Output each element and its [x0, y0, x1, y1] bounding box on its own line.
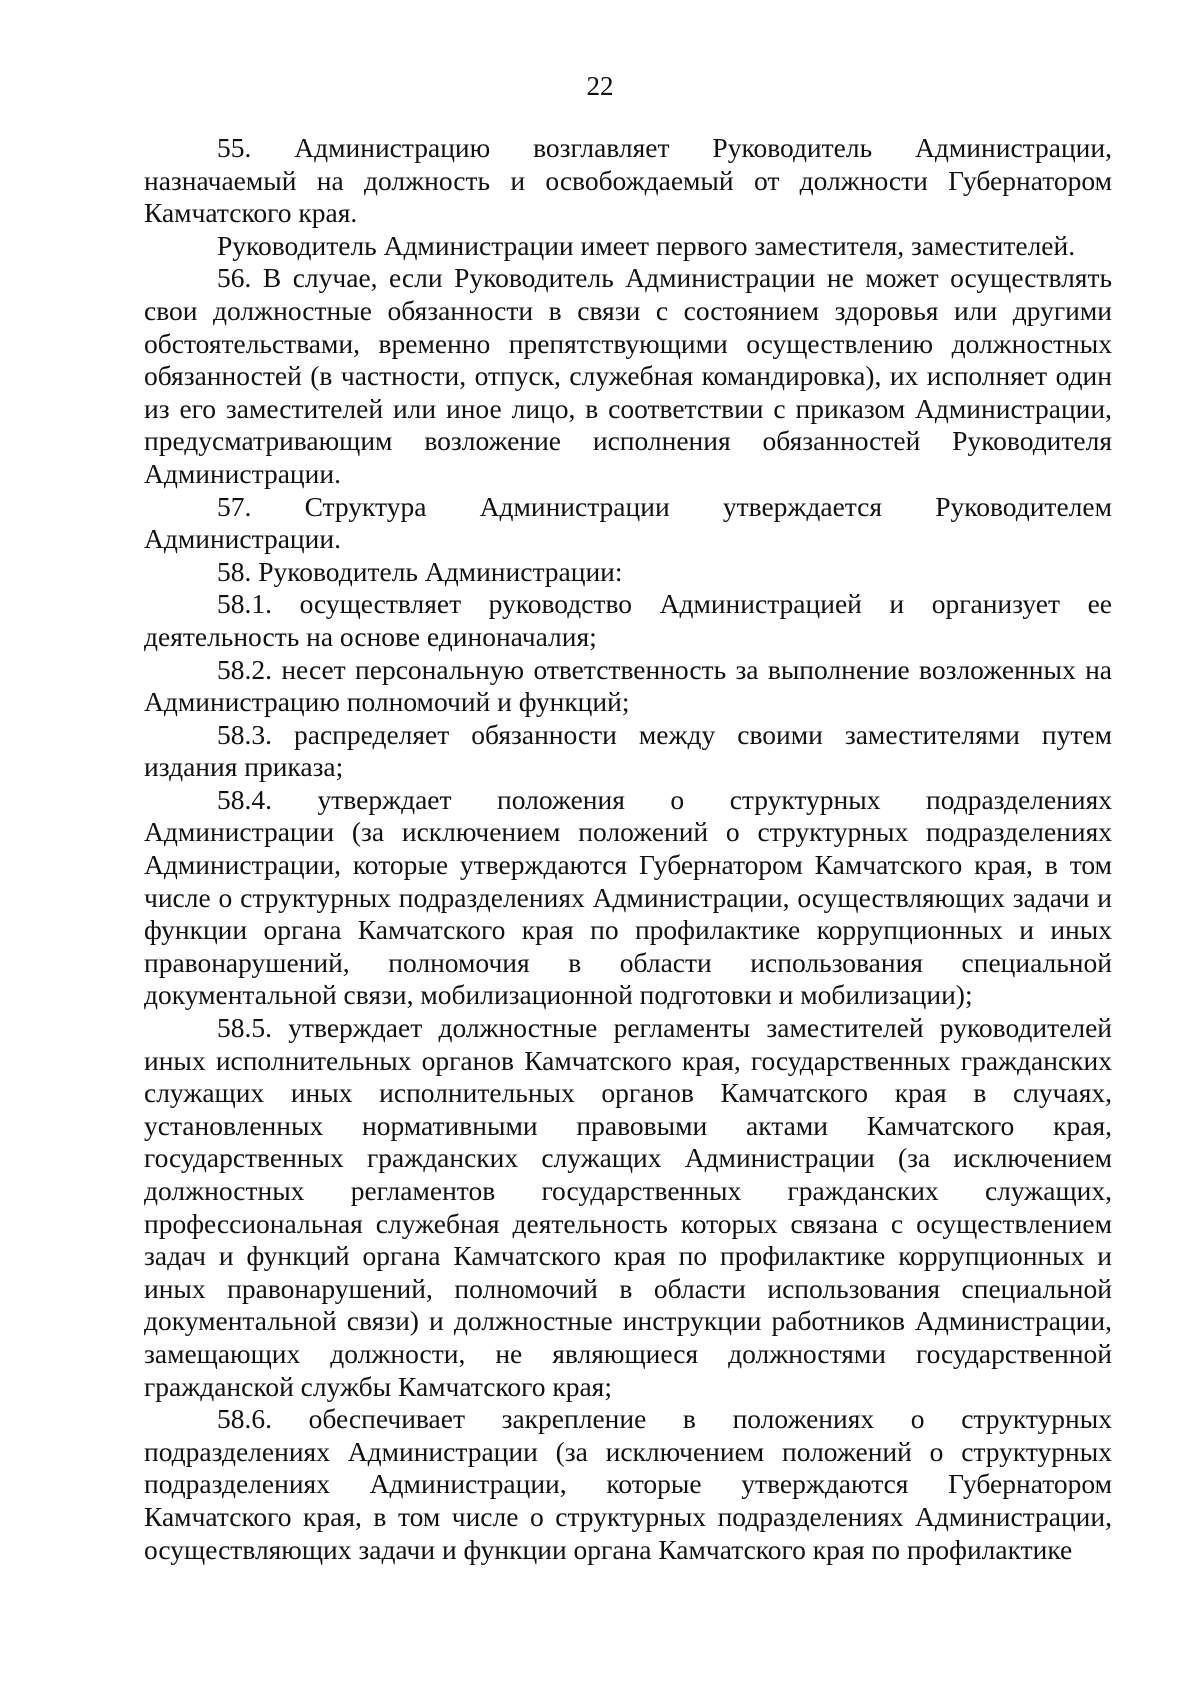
paragraph-55: 55. Администрацию возглавляет Руководитель Администрации, назначаемый на должность и освобождаемый от должности Губернатором Камчатского края. — [144, 132, 1112, 229]
paragraph-58-3: 58.3. распределяет обязанности между своими заместителями путем издания приказа; — [144, 718, 1112, 783]
paragraph-58-2: 58.2. несет персональную ответственность за выполнение возложенных на Администрацию полномочий и функций; — [144, 653, 1112, 718]
paragraph-58: 58. Руководитель Администрации: — [217, 555, 623, 587]
paragraph-58-6: 58.6. обеспечивает закрепление в положениях о структурных подразделениях Администрации (за исключением положений о структурных подразделениях Администрации, которые утверждаются Губернатором Камчатского края, в том числе о структурных подразделениях Администрации, осуществляющих задачи и функции органа Камчатского края по профилактике — [144, 1403, 1112, 1565]
paragraph-58-5: 58.5. утверждает должностные регламенты заместителей руководителей иных исполнительных органов Камчатского края, государственных гражданских служащих иных исполнительных органов Камчатского края в случаях, установленных нормативными правовыми актами Камчатского края, государственных гражданских служащих Администрации (за исключением должностных регламентов государственных гражданских служащих, профессиональная служебная деятельность которых связана с осуществлением задач и функций органа Камчатского края по профилактике коррупционных и иных правонарушений, полномочий в области использования специальной документальной связи) и должностные инструкции работников Администрации, замещающих должности, не являющиеся должностями государственной гражданской службы Камчатского края; — [144, 1012, 1112, 1402]
paragraph-55-deputies: Руководитель Администрации имеет первого заместителя, заместителей. — [217, 229, 1076, 261]
paragraph-57: 57. Структура Администрации утверждается Руководителем Администрации. — [144, 490, 1112, 555]
paragraph-58-1: 58.1. осуществляет руководство Администрацией и организует ее деятельность на основе единоначалия; — [144, 588, 1112, 652]
paragraph-56: 56. В случае, если Руководитель Администрации не может осуществлять свои должностные обязанности в связи с состоянием здоровья или другими обстоятельствами, временно препятствующими осуществлению должностных обязанностей (в частности, отпуск, служебная командировка), их исполняет один из его заместителей или иное лицо, в соответствии с приказом Администрации, предусматривающим возложение исполнения обязанностей Руководителя Администрации. — [144, 262, 1112, 489]
page-number: 22 — [586, 71, 614, 101]
document-body — [144, 132, 1112, 1566]
paragraph-58-4: 58.4. утверждает положения о структурных подразделениях Администрации (за исключением положений о структурных подразделениях Администрации, которые утверждаются Губернатором Камчатского края, в том числе о структурных подразделениях Администрации, осуществляющих задачи и функции органа Камчатского края по профилактике коррупционных и иных правонарушений, полномочия в области использования специальной документальной связи, мобилизационной подготовки и мобилизации); — [144, 783, 1112, 1011]
